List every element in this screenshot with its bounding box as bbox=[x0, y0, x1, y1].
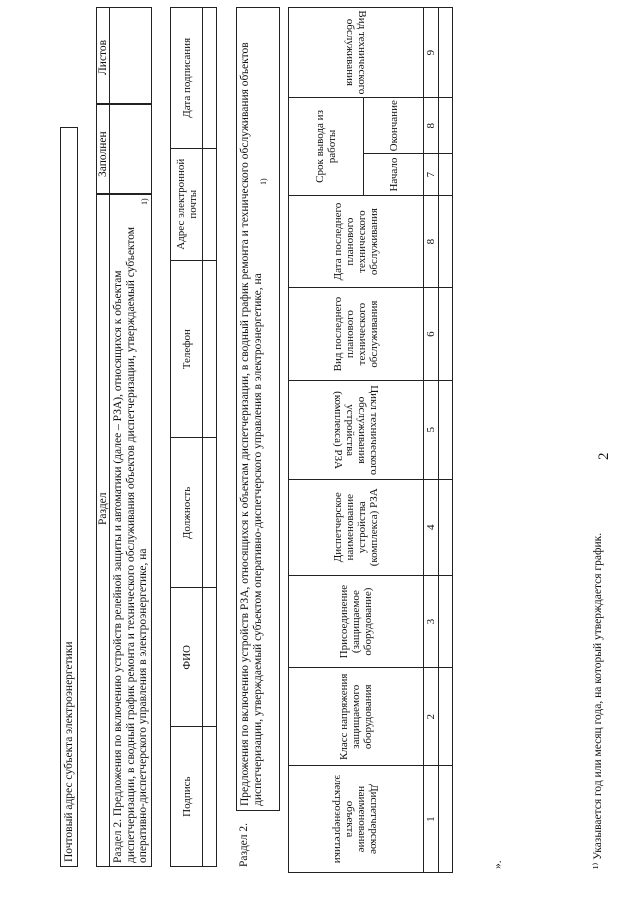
proposal-box bbox=[236, 7, 280, 811]
num-6: 6 bbox=[424, 288, 439, 381]
page-number: 2 bbox=[596, 452, 612, 460]
section2-label: Раздел 2. bbox=[238, 822, 250, 867]
num-8a: 7 bbox=[424, 154, 439, 195]
col-shutdown-period: Срок вывода из работы bbox=[289, 98, 364, 196]
num-3: 3 bbox=[424, 575, 439, 668]
postal-address-row bbox=[60, 127, 78, 867]
num-2: 2 bbox=[424, 668, 439, 766]
col-last-service-date: Дата последнего планового технического обслуживания bbox=[289, 195, 424, 288]
sig-col-email: Адрес электронной почты bbox=[171, 148, 203, 260]
num-8b: 8 bbox=[424, 98, 439, 154]
main-table bbox=[288, 7, 453, 873]
section2-footnote-mark: 1) bbox=[140, 198, 149, 205]
col-service-cycle: Цикл технического обслуживания устройства (комплекса) РЗА bbox=[332, 384, 380, 475]
col-voltage-class: Класс напряжения защищаемого оборудования bbox=[289, 668, 424, 766]
sig-col-date: Дата подписания bbox=[171, 8, 203, 149]
sheets-label: Листов bbox=[97, 39, 109, 75]
num-5: 5 bbox=[424, 380, 439, 479]
section-header: Раздел bbox=[97, 492, 109, 525]
col-dispatch-object: Диспетчерское наименование объекта электроэнергетики bbox=[332, 774, 380, 864]
col-shutdown-end: Окончание bbox=[364, 98, 424, 154]
col-connection: Присоединение (защищаемое оборудование) bbox=[289, 575, 424, 668]
footnote: ¹⁾ Указывается год или месяц года, на который утверждается график. bbox=[592, 532, 604, 869]
sig-col-signature: Подпись bbox=[171, 727, 203, 867]
num-7: 8 bbox=[424, 195, 439, 288]
signature-table bbox=[170, 7, 217, 867]
col-last-service-type: Вид последнего планового технического обслуживания bbox=[289, 288, 424, 381]
closing-quote: ». bbox=[492, 860, 504, 869]
sig-col-phone: Телефон bbox=[171, 260, 203, 438]
col-rza-device: Диспетчерское наименование устройства (комплекса) РЗА bbox=[289, 479, 424, 575]
proposal-footnote-mark: 1) bbox=[259, 178, 268, 185]
num-1: 1 bbox=[424, 766, 439, 873]
proposal-text: Предложения по включению устройств РЗА, относящихся к объектам диспетчеризации, в сводный график ремонта и технического обслуживания объектов диспетчеризации, утверждаемый субъектом оперативно-диспетчерского управления в электроэнергетике, на bbox=[239, 42, 264, 806]
num-4: 4 bbox=[424, 479, 439, 575]
num-9: 9 bbox=[424, 8, 439, 98]
filled-label: Заполнен bbox=[97, 131, 109, 177]
section2-title: Раздел 2. Предложения по включению устройств релейной защиты и автоматики (далее – РЗА), относящихся к объектам диспетчеризации, в сводный график ремонта и технического обслуживания объектов диспетчеризации, утверждаемый субъектом оперативно-диспетчерского управления в электроэнергетике, на bbox=[112, 226, 149, 863]
sig-col-position: Должность bbox=[171, 438, 203, 588]
col-shutdown-start: Начало bbox=[364, 154, 424, 195]
postal-address-label: Почтовый адрес субъекта электроэнергетики bbox=[63, 641, 75, 862]
sig-col-name: ФИО bbox=[171, 588, 203, 727]
col-service-type: Вид технического обслуживания bbox=[344, 10, 368, 95]
